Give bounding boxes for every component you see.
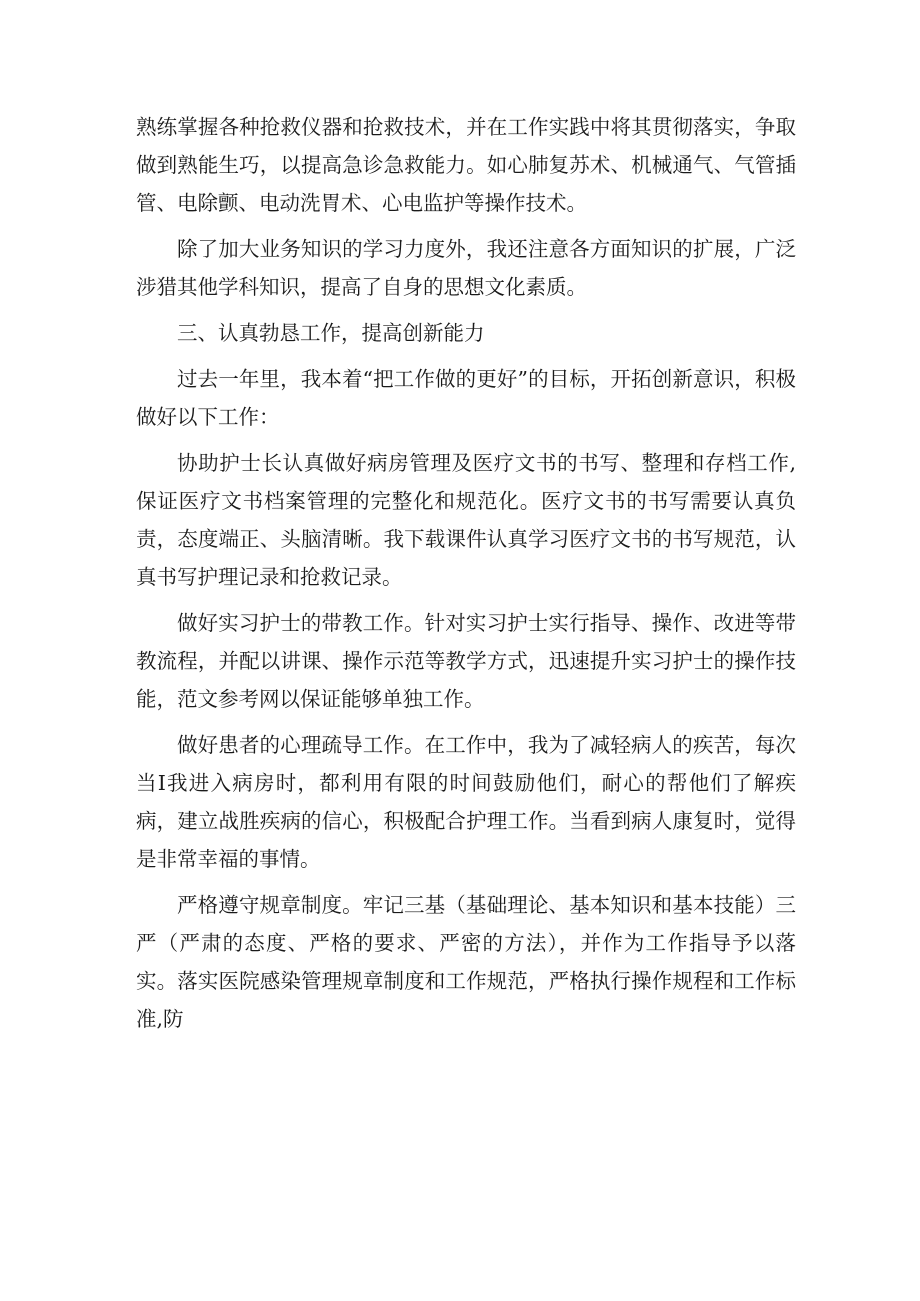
paragraph-emergency-skills: 熟练掌握各种抢救仪器和抢救技术，并在工作实践中将其贯彻落实，争取做到熟能生巧，以提高急诊急救能力。如心肺复苏术、机械通气、气管插管、电除颤、电动洗胃术、心电监护等操作技术。 xyxy=(136,115,796,215)
paragraph-regulations: 严格遵守规章制度。牢记三基（基础理论、基本知识和基本技能）三严（严肃的态度、严格的要求、严密的方法），并作为工作指导予以落实。落实医院感染管理规章制度和工作规范，严格执行操作规程和工作标准,防 xyxy=(136,893,796,1031)
paragraph-knowledge-expansion: 除了加大业务知识的学习力度外，我还注意各方面知识的扩展，广泛涉猎其他学科知识，提高了自身的思想文化素质。 xyxy=(136,237,796,299)
section-heading-innovation: 三、认真勃恳工作，提高创新能力 xyxy=(177,321,485,345)
paragraph-past-year: 过去一年里，我本着“把工作做的更好”的目标，开拓创新意识，积极做好以下工作： xyxy=(136,367,796,429)
document-body xyxy=(136,108,796,1038)
paragraph-intern-teaching: 做好实习护士的带教工作。针对实习护士实行指导、操作、改进等带教流程，并配以讲课、操作示范等教学方式，迅速提升实习护士的操作技能，范文参考网以保证能够单独工作。 xyxy=(136,611,796,711)
paragraph-medical-records: 协助护士长认真做好病房管理及医疗文书的书写、整理和存档工作,保证医疗文书档案管理的完整化和规范化。医疗文书的书写需要认真负责，态度端正、头脑清晰。我下载课件认真学习医疗文书的书写规范，认真书写护理记录和抢救记录。 xyxy=(136,451,796,589)
paragraph-patient-counseling: 做好患者的心理疏导工作。在工作中，我为了减轻病人的疾苦，每次当I我进入病房时，都利用有限的时间鼓励他们，耐心的帮他们了解疾病，建立战胜疾病的信心，积极配合护理工作。当看到病人康复时，觉得是非常幸福的事情。 xyxy=(136,733,796,871)
